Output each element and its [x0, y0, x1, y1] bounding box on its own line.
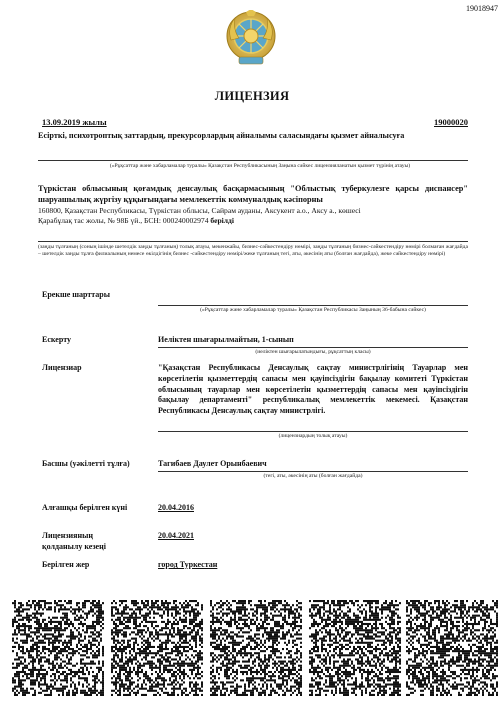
issue-date: 13.09.2019 жылы: [42, 117, 107, 127]
validity-label-line-1: Лицензияның: [42, 531, 93, 540]
note-label: Ескерту: [42, 335, 72, 344]
note-value: Иеліктен шығарылмайтын, 1-сынып: [158, 335, 294, 344]
holder-address: [38, 206, 468, 226]
qr-code-4: [309, 600, 401, 696]
first-issue-date: 20.04.2016: [158, 503, 194, 512]
address-line-2-text: Қарабұлақ тас жолы, № 98Б үй., БСН: 000240002974: [38, 215, 211, 225]
qr-code-2: [111, 600, 203, 696]
issued-word: берілді: [210, 215, 235, 225]
validity-date: 20.04.2021: [158, 531, 194, 540]
qr-code-5: [406, 600, 498, 696]
divider: [158, 347, 468, 348]
note-caption: (иеліктен шығарылатындығы, рұқсаттың класы): [255, 349, 371, 355]
activity-type: Есірткі, психотроптық заттардың, прекурсорлардың айналымы саласындағы қызмет айналысуға: [38, 131, 405, 140]
state-emblem-icon: [225, 10, 277, 68]
first-issue-label: Алғашқы берілген күні: [42, 503, 128, 512]
activity-caption: («Рұқсаттар және хабарламалар туралы» Қазақстан Республикасының Заңына сәйкес лицензияланатын қызмет түрінің атауы): [109, 163, 411, 169]
divider: [38, 241, 468, 242]
divider: [38, 160, 468, 161]
validity-label-line-2: қолданылу кезеңі: [42, 541, 106, 551]
license-holder: Түркістан облысының қоғамдық денсаулық басқармасының "Облыстық туберкулезге қарсы диспансер" шаруашылық жүргізу құқығындағы мемлекеттік коммуналдық кәсіпорны: [38, 184, 468, 204]
special-conditions-label: Ерекше шарттары: [42, 290, 110, 299]
divider: [158, 471, 468, 472]
validity-label: [42, 531, 106, 552]
licensor-value: "Қазақстан Республикасы Денсаулық сақтау министрлігінің Тауарлар мен көрсетілетін қызметтердің сапасы мен қауіпсіздігін бақылау комитеті Түркістан облысының тауарлар мен көрсетілетін қызметтердің сапасы мен қауіпсіздігін бақылау департаменті" республикалық мемлекеттік мекемесі. Қазақстан Республикасы Денсаулық сақтау министрлігі.: [158, 363, 468, 416]
document-title: ЛИЦЕНЗИЯ: [214, 89, 290, 103]
special-conditions-caption: («Рұқсаттар және хабарламалар туралы» Қазақстан Республикасы Заңының 36-бабына сәйкес): [200, 307, 426, 313]
document-id: 19018947: [466, 4, 498, 13]
address-line-2: [38, 216, 468, 226]
license-number: 19000020: [434, 117, 468, 127]
licensor-label: Лицензиар: [42, 363, 82, 372]
divider: [158, 431, 468, 432]
holder-caption: (заңды тұлғаның (соның ішінде шетелдік заңды тұлғаның) толық атауы, мекенжайы, бизнес-сәйкестендіру нөмірі, заңды тұлғаның бизнес-сәйкестендіру нөмірі болмаған жағдайда – шетелдік заңды тұлға филиалының немесе өкілдігінің бизнес -сәйкестендіру нөмірі/жеке тұлғаның тегі, аты, әкесінің аты (болған жағдайда), жеке сәйкестендіру нөмірі): [38, 244, 468, 258]
head-caption: (тегі, аты, әкесінің аты (болған жағдайда): [263, 473, 363, 479]
head-label: Басшы (уәкілетті тұлға): [42, 459, 130, 468]
qr-code-1: [12, 600, 104, 696]
licensor-caption: (лицензиардың толық атауы): [278, 433, 348, 439]
address-line-1: 160800, Қазақстан Республикасы, Түркістан облысы, Сайрам ауданы, Аксукент а.о., Аксу а., көшесі: [38, 206, 361, 215]
place-value: город Туркестан: [158, 560, 218, 569]
place-label: Берілген жер: [42, 560, 90, 569]
qr-code-3: [210, 600, 302, 696]
divider: [158, 305, 468, 306]
head-value: Тагибаев Даулет Орынбаевич: [158, 459, 267, 468]
